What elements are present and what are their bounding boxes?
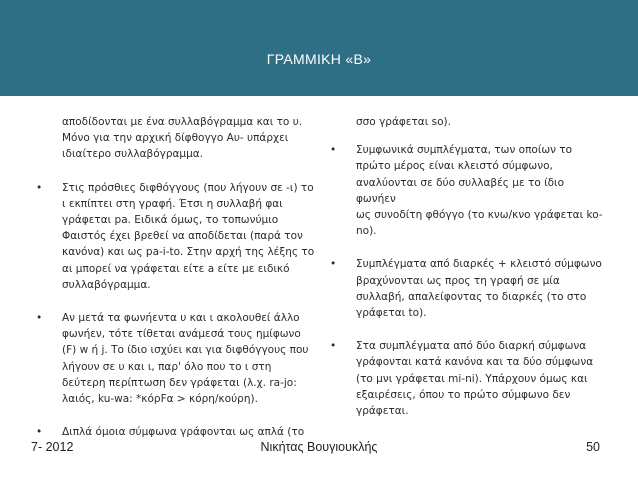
text-line: ι εκπίπτει στη γραφή. Έτσι η συλλαβή φαι — [62, 197, 283, 210]
spacer — [330, 239, 606, 256]
footer-author: Νικήτας Βουγιουκλής — [260, 440, 378, 454]
bullet-icon: • — [330, 144, 337, 157]
text-line: Μόνο για την αρχική δίφθογγο Αυ- υπάρχει — [62, 132, 289, 145]
spacer — [36, 163, 318, 180]
text-line: no). — [356, 225, 377, 238]
text-line: αναλύονται σε δύο συλλαβές με το ίδιο φωνήεν — [356, 176, 565, 205]
slide-title: ΓΡΑΜΜΙΚΗ «Β» — [266, 51, 372, 67]
spacer — [36, 293, 318, 310]
text-line: γράφεται. — [356, 405, 409, 418]
text-line: Στις πρόσθιες διφθόγγους (που λήγουν σε -ι) το — [62, 181, 314, 194]
bullet-item — [36, 180, 318, 293]
text-line: γράφεται pa. Ειδικά όμως, το τοπωνύμιο — [62, 214, 279, 227]
text-line: αποδίδονται με ένα συλλαβόγραμμα και το υ. — [62, 116, 303, 128]
text-line: ως συνοδίτη φθόγγο (το κνω/κνο γράφεται ko- — [356, 209, 603, 222]
text-line: λήγουν σε υ και ι, παρ' όλο που το ι στη — [62, 360, 272, 373]
text-line: βραχύνονται ως προς τη γραφή σε μία — [356, 274, 560, 287]
slide-footer — [0, 438, 638, 460]
bullet-item — [330, 256, 606, 321]
text-line: (F) w ή j. Το ίδιο ισχύει και για διφθόγγους που — [62, 344, 309, 357]
text-line: λαιός, ku-wa: *κόρFα > κόρη/κούρη). — [62, 393, 258, 406]
right-continuation — [330, 114, 606, 130]
bullet-icon: • — [36, 181, 43, 194]
spacer — [330, 321, 606, 338]
text-line: αι μπορεί να γράφεται είτε a είτε με ειδικό — [62, 262, 290, 275]
spacer — [330, 130, 606, 142]
slide-header — [0, 0, 638, 96]
left-column — [36, 114, 318, 440]
text-line: πρώτο μέρος είναι κλειστό σύμφωνο, — [356, 160, 553, 173]
text-line: συλλαβή, απαλείφοντας το διαρκές (το στο — [356, 290, 587, 303]
text-line: Διπλά όμοια σύμφωνα γράφονται ως απλά (το — [62, 426, 305, 439]
text-line: Συμφωνικά συμπλέγματα, των οποίων το — [356, 144, 573, 157]
bullet-icon: • — [36, 312, 43, 325]
text-line: συλλαβόγραμμα. — [62, 278, 151, 291]
bullet-icon: • — [330, 258, 337, 271]
text-line: φωνήεν, τότε τίθεται ανάμεσά τους ημίφωνο — [62, 328, 301, 341]
bullet-item — [330, 142, 606, 239]
bullet-item — [36, 310, 318, 407]
text-line: Συμπλέγματα από διαρκές + κλειστό σύμφωνο — [356, 258, 602, 271]
text-line: δεύτερη περίπτωση δεν γράφεται (λ.χ. ra-jo: — [62, 376, 297, 389]
spacer — [36, 407, 318, 424]
bullet-item — [330, 338, 606, 419]
footer-date: 7- 2012 — [31, 440, 74, 454]
bullet-icon: • — [330, 340, 337, 353]
right-column — [330, 114, 606, 419]
text-line: κανόνα) και ως pa-i-to. Στην αρχή της λέξης το — [62, 246, 315, 259]
left-continuation — [36, 114, 318, 163]
text-line: εξαιρέσεις, όπου το πρώτο σύμφωνο δεν — [356, 388, 571, 401]
text-line: (το μνι γράφεται mi-ni). Υπάρχουν όμως και — [356, 372, 588, 385]
text-line: Φαιστός έχει βρεθεί να αποδίδεται (παρά τον — [62, 230, 303, 243]
text-line: γράφεται to). — [356, 307, 427, 320]
text-line: σσο γράφεται so). — [356, 116, 451, 128]
text-line: γράφονται κατά κανόνα και τα δύο σύμφωνα — [356, 356, 594, 369]
text-line: Στα συμπλέγματα από δύο διαρκή σύμφωνα — [356, 340, 587, 353]
bullet-icon: • — [36, 426, 43, 439]
page-number: 50 — [586, 440, 600, 454]
text-line: ιδιαίτερο συλλαβόγραμμα. — [62, 148, 204, 161]
text-line: Αν μετά τα φωνήεντα υ και ι ακολουθεί άλλο — [62, 312, 300, 325]
